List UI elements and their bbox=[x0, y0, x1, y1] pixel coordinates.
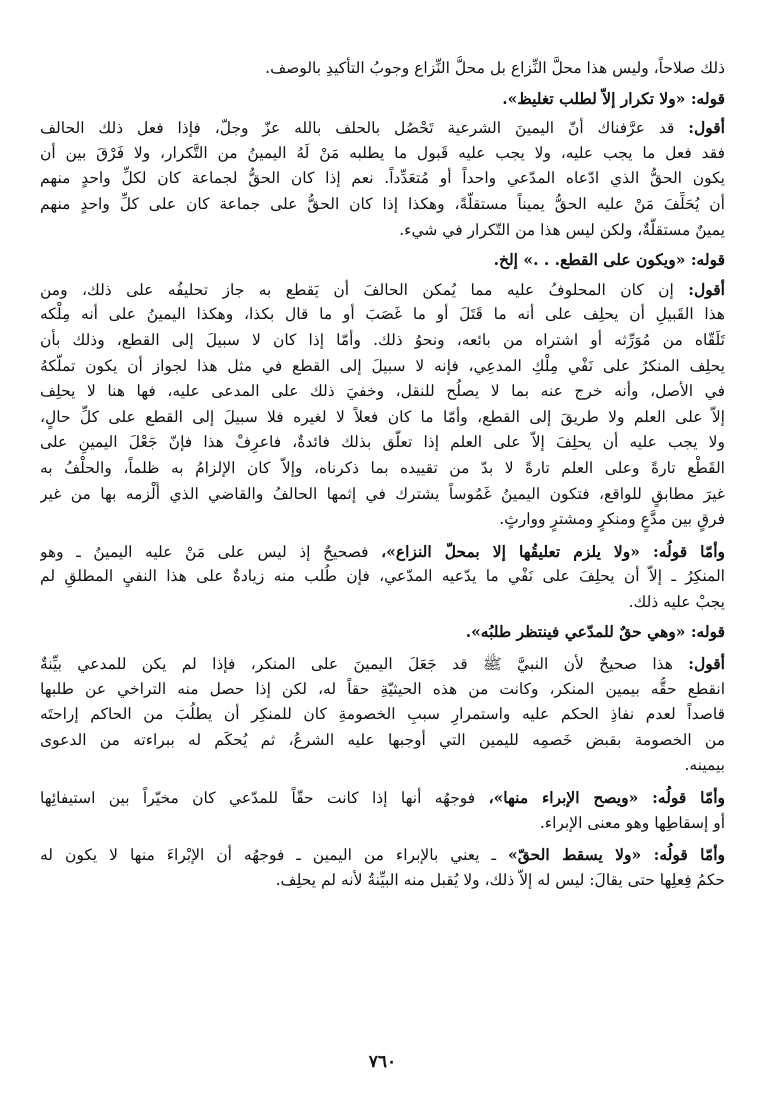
text-line bbox=[40, 564, 725, 590]
text-segment: ولا يجب عليه أن يحلِفَ إلاّ على العلم إذا تعلّق بذلك فائدةٌ، فاعرِفْ هذا فإنّ جَعْلَ اليمينِ على bbox=[40, 433, 725, 452]
text-segment: يكون الحقُّ الذي ادّعاه المدّعي واحداً أو مُتعَدِّداً. نعم إذا كان الحقُّ لجماعة كان لكلِّ واحدٍ منهم bbox=[40, 169, 725, 188]
text-segment: من الخصومة بقبض خَصمِه لليمين التي أوجبها عليه الشرعُ، ثم يُحكَم له ببراءته من الدعوى bbox=[40, 730, 725, 749]
text-line bbox=[40, 218, 725, 244]
text-segment: أن يُحَلِّفَ مَنْ عليه الحقُّ يميناً مستقلّةً، وهكذا إذا كان الحقُّ على جماعة كان على كلِّ واحدٍ منهم bbox=[40, 194, 725, 213]
text-segment: إن كان المحلوفُ عليه مما يُمكن الحالفَ أن يَقطع به جاز تحليفُه على ذلك، ومن bbox=[40, 280, 689, 299]
body-text bbox=[40, 56, 725, 893]
text-line bbox=[40, 166, 725, 192]
bold-segment: أقول: bbox=[688, 279, 725, 299]
text-line bbox=[40, 677, 725, 703]
paragraph bbox=[40, 86, 725, 112]
text-line bbox=[40, 56, 725, 82]
bold-segment: وأمّا قولُه: «ولا يسقط الحقّ» bbox=[508, 845, 725, 865]
text-line bbox=[40, 141, 725, 167]
text-segment: قاصداً لعدم نفاذِ الحكم عليه واستمرارِ سببِ الخصومةِ كان للمنكِر أن يطلُبَ من الحاكم إراحتَه bbox=[40, 705, 725, 724]
bold-segment: وأمّا قولُه: «ولا يلزم تعليقُها إلا بمحلّ النزاع»، bbox=[381, 541, 725, 561]
text-line bbox=[40, 753, 725, 779]
text-segment: أو إسقاطِها وهو معنى الإبراء. bbox=[539, 813, 725, 832]
text-segment: هذا صحيحٌ لأن النبيَّ ﷺ قد جَعَلَ اليمينَ على المنكر، فإذا لم يكن للمدعي بيِّنةٌ bbox=[40, 655, 689, 674]
text-segment: هذا القَبيلِ أن يحلِف على أنه ما قَتَلَ أو ما غَصَبَ أو ما قال بكذا، وهكذا اليمينُ على أنه مِلْكه bbox=[40, 305, 725, 324]
text-line bbox=[40, 507, 725, 533]
text-line bbox=[40, 785, 725, 811]
text-line bbox=[40, 247, 725, 273]
text-segment: حكمُ فِعلِها حتى يقالَ: ليس له إلاّ ذلك، ولا يُقبل منه البيِّنةُ لأنه لم يحلِف. bbox=[275, 870, 725, 889]
paragraph bbox=[40, 247, 725, 273]
text-segment: ذلك صلاحاً، وليس هذا محلَّ النِّزاع بل محلُّ النِّزاع وجوبُ التأكيدِ بالوصف. bbox=[265, 59, 725, 77]
text-line bbox=[40, 430, 725, 456]
text-line bbox=[40, 728, 725, 754]
bold-segment: أقول: bbox=[688, 654, 725, 674]
text-segment: القَطْع تارةً وعلى العلم تارةً لا بدّ من تقييده بما ذكرناه، وإلاّ كان الإلزامُ به ظلماً، والحلْفُ به bbox=[40, 458, 725, 477]
page-number: ٧٦٠ bbox=[368, 1052, 397, 1072]
text-segment: في الأصل، وأنه خرج عنه بما لا يصلُح للنقل، وخفيَ ذلك على المدعى عليه، فها هنا لا يحلِف bbox=[40, 382, 725, 401]
text-segment: غيرَ مطابقٍ للواقع، فتكون اليمينُ غَمُوساً يشترك في إثمها الحالفُ والقاضي الذي أَلْزمه بها من غير bbox=[40, 484, 725, 503]
text-segment: يجبْ عليه ذلك. bbox=[628, 592, 725, 611]
paragraph bbox=[40, 115, 725, 243]
text-line bbox=[40, 354, 725, 380]
text-segment: قد عرَّفناك أنّ اليمينَ الشرعية تَحْصُل بالحلف بالله عزّ وجلّ، فإذا فعل ذلك الحالف bbox=[40, 119, 689, 138]
paragraph bbox=[40, 785, 725, 836]
paragraph bbox=[40, 651, 725, 779]
bold-segment: وأمّا قولُه: «ويصح الإبراء منها»، bbox=[488, 788, 725, 808]
text-line bbox=[40, 379, 725, 405]
text-segment: المنكِرُ ـ إلاّ أن يحلِفَ على نَفْي ما يدّعيه المدّعي، فإن طُلب منه زيادةٌ على هذا النفيِ المطلقِ لم bbox=[40, 567, 725, 586]
text-segment: فوجهُه أنها إذا كانت حقّاً للمدّعي كان مخيّراً بين استيفائِها bbox=[40, 789, 489, 808]
paragraph bbox=[40, 56, 725, 82]
text-segment: يمينٌ مستقلّةٌ، ولكن ليس هذا من التّكرار في شيء. bbox=[399, 220, 725, 239]
text-line bbox=[40, 619, 725, 645]
text-line bbox=[40, 192, 725, 218]
text-segment: فقد فعل ما يجب عليه، ولا يجب عليه قَبول ما يطلبه مَنْ لَهُ اليمينُ من التَّكرار، ولا فَرْقَ بين أن bbox=[40, 143, 725, 162]
text-segment: فصحيحٌ إذ ليس على مَنْ عليه اليمينُ ـ وهو bbox=[40, 542, 382, 561]
text-segment: يحلِف المنكرُ على نَفْي مِلْكِ المدعِي، فإنه لا سبيلَ إلى القطع في مثل هذا لجواز أن يكون تملُّكهُ bbox=[40, 356, 725, 375]
paragraph bbox=[40, 619, 725, 645]
text-line bbox=[40, 277, 725, 303]
text-line bbox=[40, 702, 725, 728]
text-line bbox=[40, 590, 725, 616]
text-segment: ـ يعني بالإبراء من اليمين ـ فوجهُه أن الإبْراءَ منها لا يكون له bbox=[40, 846, 509, 865]
paragraph bbox=[40, 842, 725, 893]
text-segment: بيمينه. bbox=[684, 756, 725, 775]
text-line bbox=[40, 482, 725, 508]
text-segment: فرقٍ بين مدَّعٍ ومنكرٍ ومشترٍ ووارثٍ. bbox=[499, 510, 725, 529]
text-line bbox=[40, 328, 725, 354]
text-segment: انقطع حقُّه بيمين المنكر، وكانت من هذه الحيثيّةِ حقاً له، لكن إذا حصل منه التراخي عن طلبها bbox=[40, 679, 725, 698]
text-line bbox=[40, 842, 725, 868]
text-line bbox=[40, 539, 725, 565]
text-segment: تَلَقّاه من مُوَرِّثه أو اشتراه من بائعه، ونحوُ ذلك. وأمّا إذا كان لا سبيلَ إلى القطع، وذلك بأن bbox=[40, 330, 725, 349]
text-line bbox=[40, 456, 725, 482]
text-line bbox=[40, 302, 725, 328]
text-line bbox=[40, 405, 725, 431]
text-line bbox=[40, 811, 725, 837]
bold-segment: قوله: «ولا تكرار إلاّ لطلب تغليظ». bbox=[502, 88, 725, 108]
text-line bbox=[40, 115, 725, 141]
bold-segment: قوله: «ويكون على القطع. . .» إلخ. bbox=[493, 250, 725, 270]
bold-segment: أقول: bbox=[688, 118, 725, 138]
text-line bbox=[40, 868, 725, 894]
bold-segment: قوله: «وهي حقٌ للمدّعي فينتظر طلبُه». bbox=[465, 622, 725, 642]
text-segment: إلاّ على العلم ولا طريقَ إلى القطع، وأمّا ما كان فعلاً لا لغيره فلا سبيلَ إلى القطع على كلِّ حالٍ، bbox=[40, 407, 725, 426]
text-line bbox=[40, 86, 725, 112]
paragraph bbox=[40, 539, 725, 616]
text-line bbox=[40, 651, 725, 677]
paragraph bbox=[40, 277, 725, 533]
